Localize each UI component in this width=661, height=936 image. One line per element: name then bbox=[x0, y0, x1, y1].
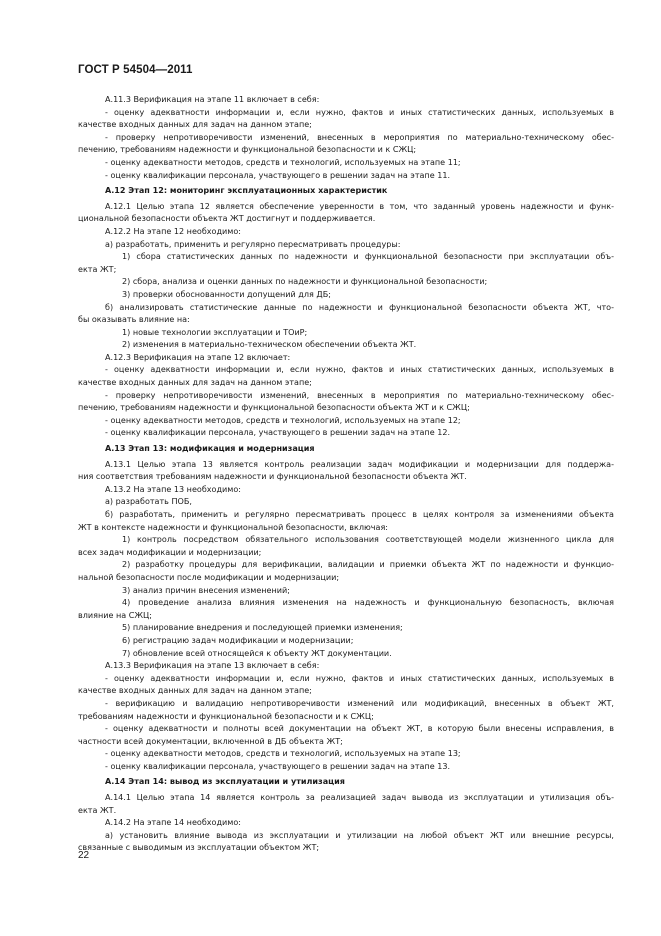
text-line: - проверку непротиворечивости изменений, внесенных в мероприятия по материально-техническому обес- bbox=[105, 390, 614, 400]
page-number: 22 bbox=[78, 850, 90, 861]
text-line: А.13.2 На этапе 13 необходимо: bbox=[105, 484, 241, 494]
text-line: екта ЖТ. bbox=[78, 805, 117, 815]
text-line: всех задач модификации и модернизации; bbox=[78, 547, 262, 557]
text-line: 3) проверки обоснованности допущений для ДБ; bbox=[122, 289, 331, 299]
text-line: А.11.3 Верификация на этапе 11 включает в себя: bbox=[105, 95, 320, 104]
text-line: А.14.2 На этапе 14 необходимо: bbox=[105, 818, 241, 828]
text-line: А.13.1 Целью этапа 13 является контроль реализации задач модификации и модернизации для поддержа- bbox=[105, 459, 614, 469]
text-line: - проверку непротиворечивости изменений, внесенных в мероприятия по материально-техническому обес- bbox=[105, 132, 614, 142]
document-body bbox=[78, 94, 614, 855]
text-line: а) установить влияние вывода из эксплуатации и утилизации на любой объект ЖТ или внешние ресурсы, bbox=[105, 830, 614, 840]
text-line: б) разработать, применить и регулярно пересматривать процесс в целях контроля за изменениями объекта bbox=[105, 510, 614, 519]
text-line: - оценку квалификации персонала, участвующего в решении задач на этапе 11. bbox=[105, 170, 451, 180]
text-line: 7) обновление всей относящейся к объекту ЖТ документации. bbox=[122, 648, 392, 658]
text-line: - оценку квалификации персонала, участвующего в решении задач на этапе 12. bbox=[105, 428, 451, 438]
section-heading: А.12 Этап 12: мониторинг эксплуатационных характеристик bbox=[105, 186, 388, 196]
document-header: ГОСТ Р 54504—2011 bbox=[78, 64, 193, 76]
text-line: частности всей документации, включенной в ДБ объекта ЖТ; bbox=[78, 736, 343, 746]
text-line: 1) сбора статистических данных по надежности и функциональной безопасности при эксплуатации объ- bbox=[122, 252, 614, 262]
text-line: - оценку адекватности информации и, если нужно, фактов и иных статистических данных, используемых в bbox=[105, 107, 614, 117]
text-line: связанные с выводимым из эксплуатации объектом ЖТ; bbox=[78, 843, 320, 853]
text-line: 5) планирование внедрения и последующей приемки изменения; bbox=[122, 623, 403, 633]
text-line: - оценку адекватности методов, средств и технологий, используемых на этапе 11; bbox=[105, 157, 461, 167]
text-line: нальной безопасности после модификации и модернизации; bbox=[78, 572, 340, 582]
text-line: ЖТ в контексте надежности и функциональной безопасности, включая: bbox=[78, 522, 389, 532]
text-line: качестве входных данных для задач на данном этапе; bbox=[78, 120, 312, 130]
text-line: печению, требованиям надежности и функциональной безопасности и к СЖЦ; bbox=[78, 145, 417, 155]
text-line: качестве входных данных для задач на данном этапе; bbox=[78, 378, 312, 388]
text-line: 1) новые технологии эксплуатации и ТОиР; bbox=[122, 327, 308, 337]
text-line: - верификацию и валидацию непротиворечивости изменений или модификаций, внесенных в объект ЖТ, bbox=[105, 698, 614, 708]
text-line: 2) сбора, анализа и оценки данных по надежности и функциональной безопасности; bbox=[122, 277, 488, 287]
text-line: а) разработать, применить и регулярно пересматривать процедуры: bbox=[105, 239, 401, 249]
text-line: циональной безопасности объекта ЖТ достигнут и поддерживается. bbox=[78, 214, 376, 224]
text-line: А.12.3 Верификация на этапе 12 включает: bbox=[105, 352, 291, 362]
text-line: А.12.2 На этапе 12 необходимо: bbox=[105, 226, 241, 236]
text-line: А.14.1 Целью этапа 14 является контроль за реализацией задач вывода из эксплуатации и утилизация объ- bbox=[105, 793, 614, 803]
text-line: екта ЖТ; bbox=[78, 264, 117, 274]
text-line: - оценку адекватности информации и, если нужно, фактов и иных статистических данных, используемых в bbox=[105, 365, 614, 375]
text-line: влияние на СЖЦ; bbox=[78, 610, 152, 620]
text-line: А.13.3 Верификация на этапе 13 включает в себя: bbox=[105, 661, 320, 671]
section-heading: А.14 Этап 14: вывод из эксплуатации и утилизация bbox=[105, 777, 345, 787]
text-line: требованиям надежности и функциональной безопасности и к СЖЦ; bbox=[78, 711, 374, 721]
text-line: - оценку адекватности методов, средств и технологий, используемых на этапе 12; bbox=[105, 415, 461, 425]
text-line: 1) контроль посредством обязательного использования соответствующей модели жизненного цикла для bbox=[122, 535, 614, 545]
text-line: а) разработать ПОБ, bbox=[105, 497, 192, 507]
text-line: 2) изменения в материально-техническом обеспечении объекта ЖТ. bbox=[122, 340, 417, 350]
text-line: - оценку адекватности и полноты всей документации на объект ЖТ, в которую были внесены исправления, в bbox=[105, 724, 614, 734]
text-line: бы оказывать влияние на: bbox=[78, 315, 190, 325]
text-line: ния соответствия требованиям надежности и функциональной безопасности объекта ЖТ. bbox=[78, 472, 467, 482]
text-line: 6) регистрацию задач модификации и модернизации; bbox=[122, 635, 354, 645]
text-line: А.12.1 Целью этапа 12 является обеспечение уверенности в том, что заданный уровень надежности и функ- bbox=[105, 201, 614, 211]
text-line: 3) анализ причин внесения изменений; bbox=[122, 585, 290, 595]
section-heading: А.13 Этап 13: модификация и модернизация bbox=[105, 444, 315, 454]
text-line: - оценку адекватности информации и, если нужно, фактов и иных статистических данных, используемых в bbox=[105, 673, 614, 683]
text-line: печению, требованиям надежности и функциональной безопасности объекта ЖТ и к СЖЦ; bbox=[78, 403, 470, 413]
text-line: 2) разработку процедуры для верификации, валидации и приемки объекта ЖТ по надежности и функцио- bbox=[122, 560, 614, 570]
text-line: качестве входных данных для задач на данном этапе; bbox=[78, 686, 312, 696]
text-line: - оценку адекватности методов, средств и технологий, используемых на этапе 13; bbox=[105, 749, 461, 759]
text-line: 4) проведение анализа влияния изменения на надежность и функциональную безопасность, включая bbox=[122, 598, 614, 608]
text-line: - оценку квалификации персонала, участвующего в решении задач на этапе 13. bbox=[105, 761, 451, 771]
text-line: б) анализировать статистические данные по надежности и функциональной безопасности объекта ЖТ, что- bbox=[105, 302, 614, 312]
